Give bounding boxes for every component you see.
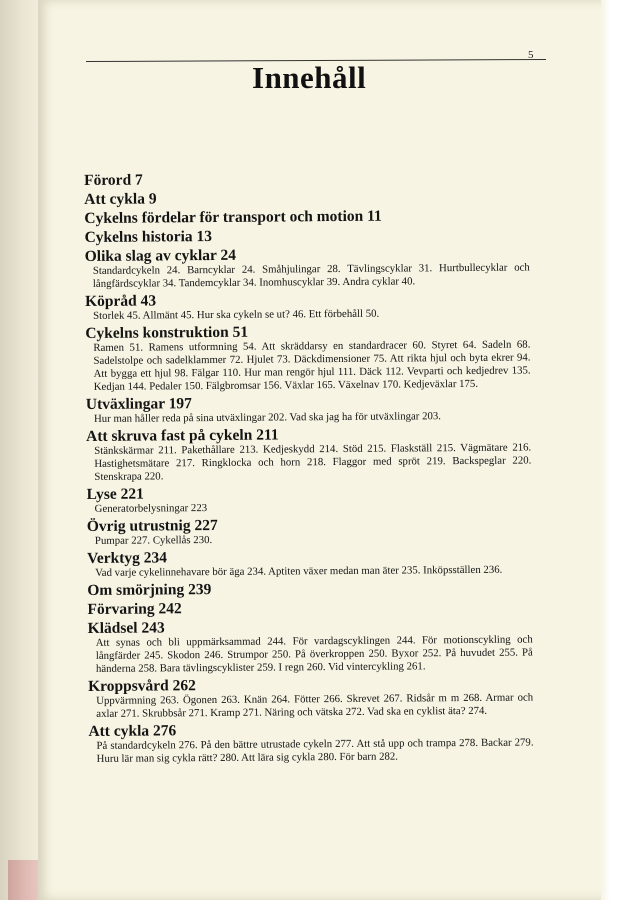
toc-entry (84, 207, 529, 227)
toc-entry-subtopics: Hur man håller reda på sina utväxlingar 202. Vad ska jag ha för utväxlingar 203. (93, 410, 441, 425)
toc-entry-subtopics: Generatorbelysningar 223 (94, 502, 208, 515)
toc-entry-title: Olika slag av cyklar 24 (84, 246, 237, 265)
toc-entry-title: Cykelns konstruktion 51 (85, 323, 249, 342)
toc-entry-title: Cykelns historia 13 (84, 227, 213, 246)
toc-entry (84, 169, 529, 189)
toc-entry-title: Förord 7 (84, 171, 143, 189)
toc-entry-title: Att cykla 276 (88, 722, 177, 740)
toc-entry (87, 514, 532, 547)
page-edge (601, 0, 610, 900)
toc-entry-title: Köpråd 43 (84, 292, 157, 310)
toc-entry (88, 616, 533, 675)
toc-entry (87, 597, 532, 617)
toc-entry-title: Klädsel 243 (87, 619, 165, 637)
toc-entry-title: Övrig utrustnig 227 (86, 516, 218, 535)
toc-entry-subtopics: På standardcykeln 276. På den bättre utrustade cykeln 277. Att stå upp och trampa 278. Backar 279. Huru lär man sig cykla rätt? 280. Att lära sig cykla 280. För barn 282. (96, 736, 534, 765)
toc-entry (85, 245, 530, 291)
toc-entry (85, 290, 530, 323)
toc-entry-title: Cykelns fördelar för transport och motion 11 (84, 207, 382, 227)
book-spine-edge (8, 860, 38, 900)
toc-entry-title: Kroppsvård 262 (87, 677, 196, 695)
toc-entry-subtopics: Uppvärmning 263. Ögonen 263. Knän 264. Fötter 266. Skrevet 267. Ridsår m m 268. Armar och axlar 271. Skrubbsår 271. Kramp 271. Näring och vätska 272. Vad ska en cyklist äta? 274. (96, 691, 534, 720)
toc-entry-title: Verktyg 234 (86, 549, 168, 567)
toc-entry-title: Att cykla 9 (84, 190, 157, 208)
book-page (38, 0, 610, 900)
toc-entry-subtopics: Pumpar 227. Cykellås 230. (94, 534, 213, 547)
toc-entry-subtopics: Att synas och bli uppmärksammad 244. För vardagscyklingen 244. För motionscykling och långfärder 245. Skodon 246. Strumpor 250. På överkroppen 250. Byxor 252. På huvudet 255. På händerna 258. Bara tävlingscyklister 259. I regn 260. Vid vintercykling 261. (95, 633, 533, 675)
toc-entry-title: Förvaring 242 (87, 600, 182, 618)
toc-entry (86, 392, 531, 425)
page-number: 5 (528, 49, 534, 61)
toc-entry-title: Lyse 221 (86, 485, 144, 503)
toc-entry-subtopics: Standardcykeln 24. Barncyklar 24. Småhjulingar 28. Tävlingscyklar 31. Hurtbullecyklar och långfärdscyklar 34. Tandemcyklar 34. Inomhuscyklar 39. Andra cyklar 40. (92, 261, 530, 290)
toc-entry-title: Utväxlingar 197 (85, 395, 192, 413)
toc-entry (88, 674, 533, 720)
toc-entry (87, 578, 532, 598)
toc-entry (87, 546, 532, 579)
toc-entry (86, 424, 531, 483)
toc-entry-subtopics: Ramen 51. Ramens utformning 54. Att skräddarsy en standardracer 60. Styret 64. Sadeln 68. Sadelstolpe och sadelklammer 72. Hjulet 73. Däckdimensioner 75. Att rikta hjul och byta ekrer 94. Att bygga ett hjul 98. Fälgar 110. Hur man rengör hjul 111. Däck 112. Vevparti och kedjedrev 135. Kedjan 144. Pedaler 150. Fälgbromsar 156. Växlar 165. Växelnav 170. Kedjeväxlar 175. (93, 338, 531, 393)
toc-entry-subtopics: Vad varje cykelinnehavare bör äga 234. Aptiten växer medan man äter 235. Inköpsställen 236. (95, 563, 503, 579)
page-title: Innehåll (252, 60, 367, 95)
table-of-contents (84, 167, 534, 767)
toc-entry (85, 322, 531, 394)
toc-entry (84, 188, 529, 208)
toc-entry (88, 719, 533, 765)
toc-entry-subtopics: Storlek 45. Allmänt 45. Hur ska cykeln se ut? 46. Ett förbehåll 50. (93, 307, 380, 322)
toc-entry (84, 226, 529, 246)
toc-entry-title: Att skruva fast på cykeln 211 (86, 426, 279, 445)
toc-entry-subtopics: Stänkskärmar 211. Pakethållare 213. Kedjeskydd 214. Stöd 215. Flaskställ 215. Vägmätare 216. Hastighetsmätare 217. Ringklocka och horn 218. Flaggor med spröt 219. Backspeglar 220. Stenskrapa 220. (94, 441, 532, 483)
toc-entry (86, 482, 531, 515)
toc-entry-title: Om smörjning 239 (87, 581, 212, 599)
